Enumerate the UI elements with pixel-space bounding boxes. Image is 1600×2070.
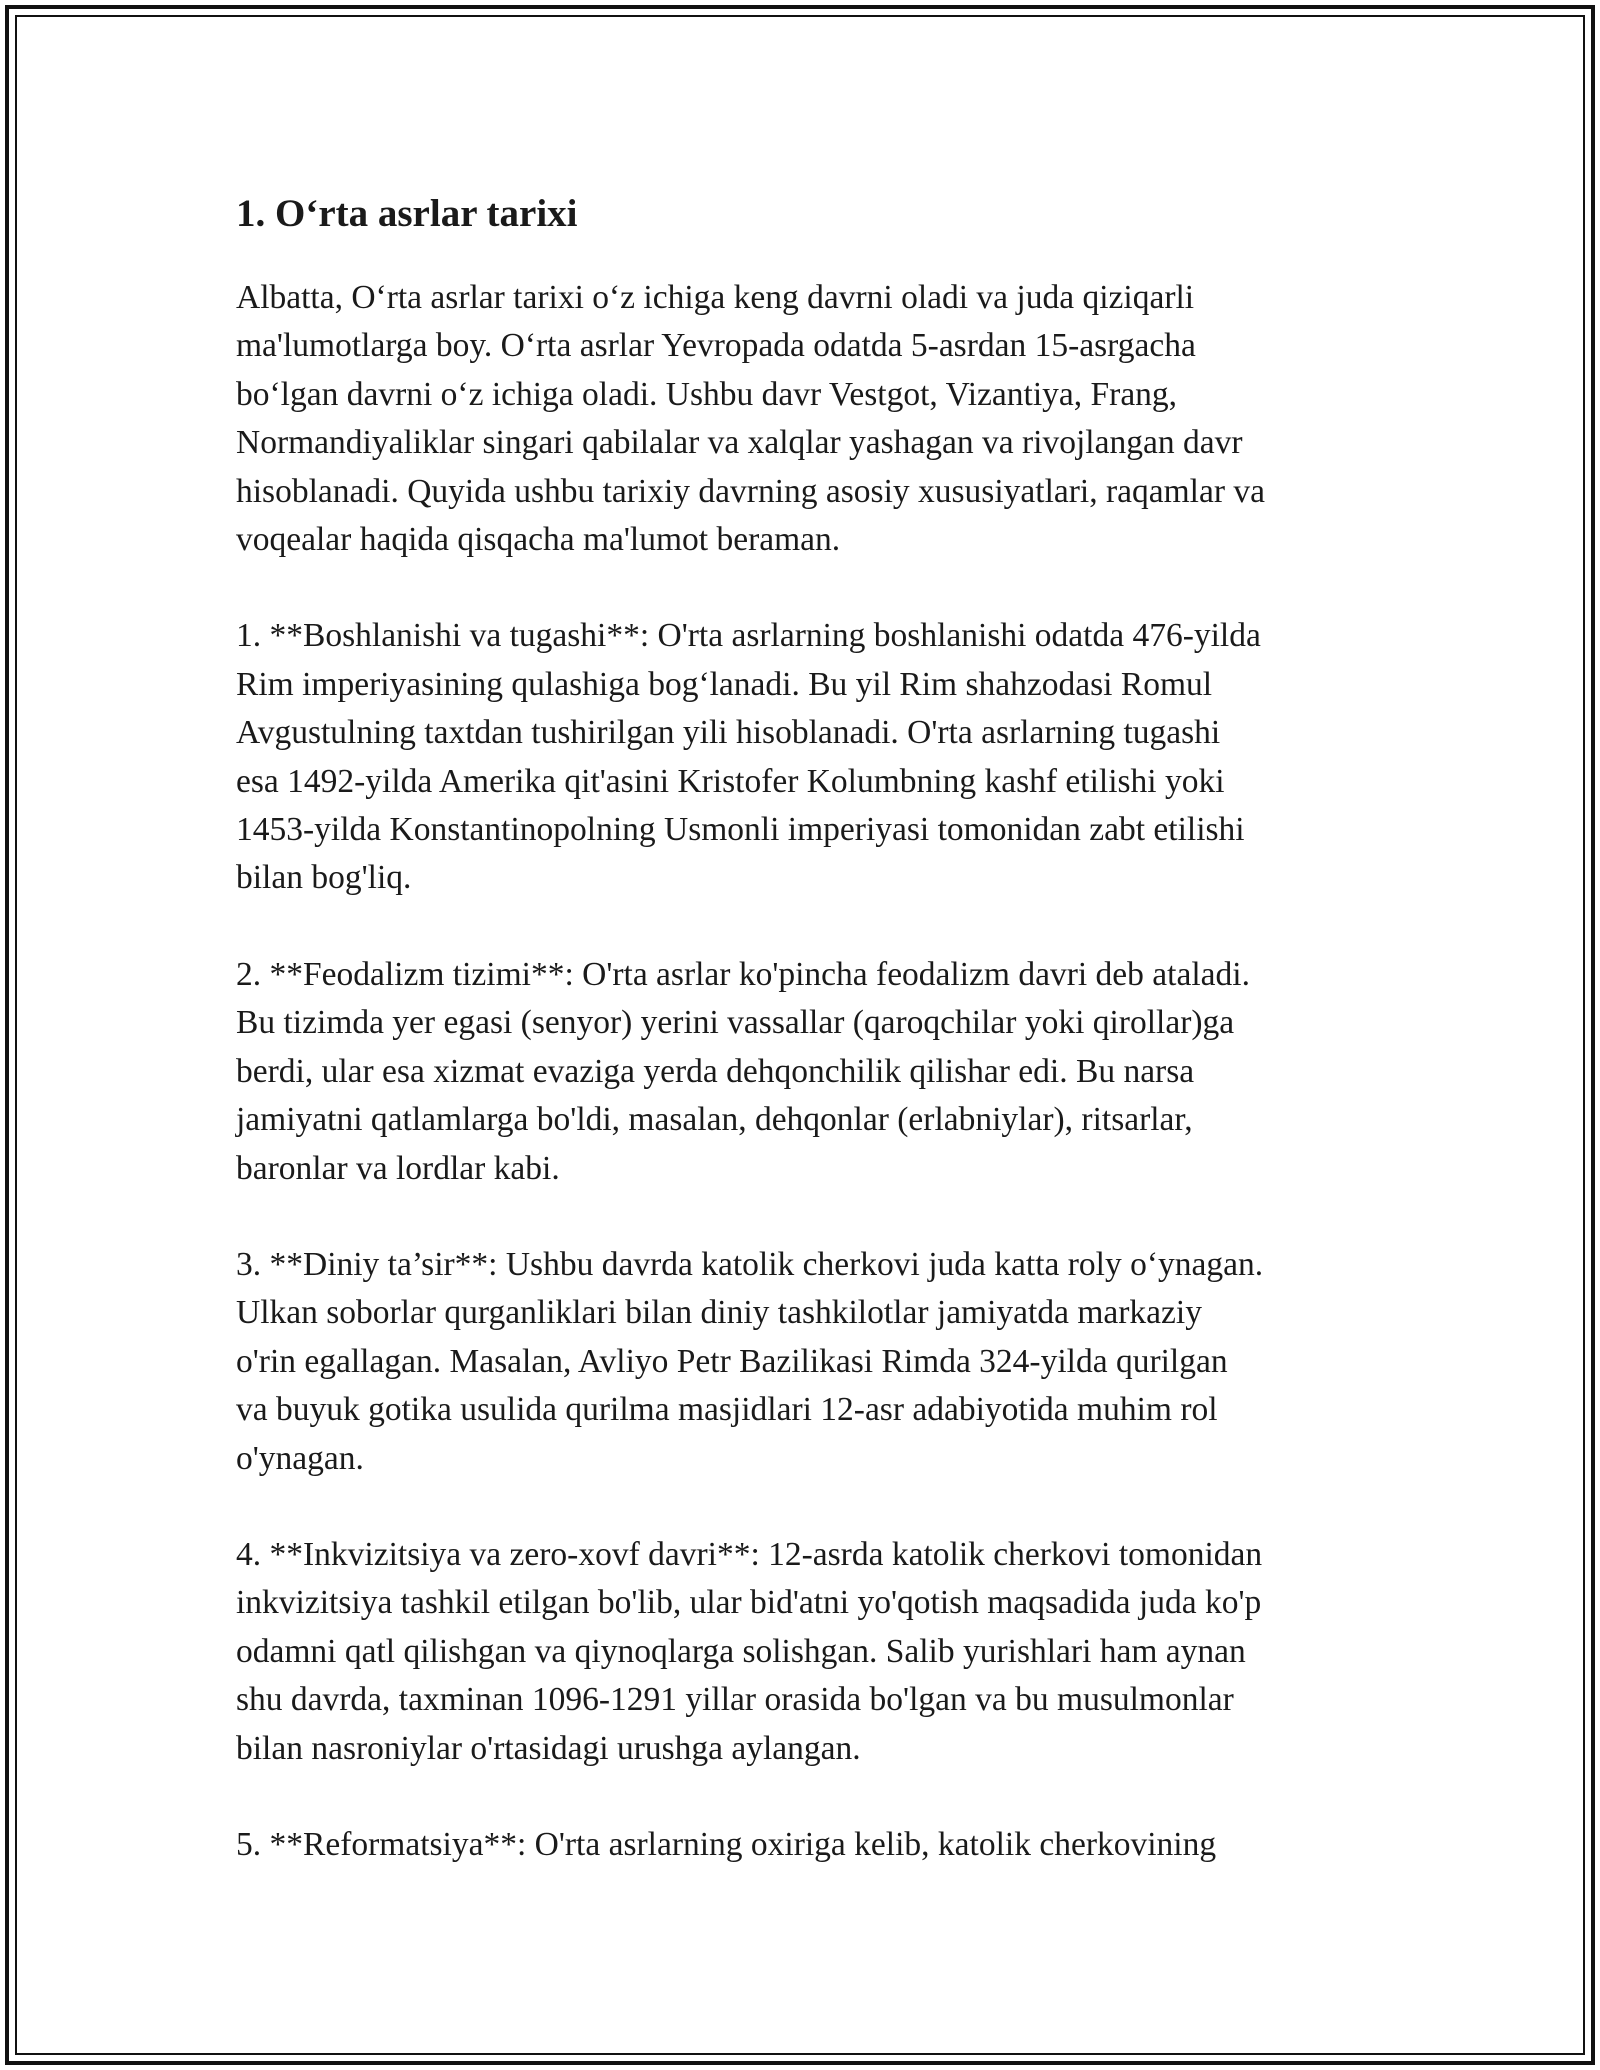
paragraph-feodalizm: 2. **Feodalizm tizimi**: O'rta asrlar ko'pincha feodalizm davri deb ataladi. Bu tizimda yer egasi (senyor) yerini vassallar (qaroqchilar yoki qirollar)ga berdi, ular esa xizmat evaziga yerda dehqonchilik qilishar edi. Bu narsa jamiyatni qatlamlarga bo'ldi, masalan, dehqonlar (erlabniylar), ritsarlar, baronlar va lordlar kabi. <box>236 955 1250 1187</box>
intro-paragraph: Albatta, O‘rta asrlar tarixi o‘z ichiga keng davrni oladi va juda qiziqarli ma'lumotlarga boy. O‘rta asrlar Yevropada odatda 5-asrdan 15-asrgacha bo‘lgan davrni o‘z ichiga oladi. Ushbu davr Vestgot, Vizantiya, Frang, Normandiyaliklar singari qabilalar va xalqlar yashagan va rivojlangan davr hisoblanadi. Quyida ushbu tarixiy davrning asosiy xususiyatlari, raqamlar va voqealar haqida qisqacha ma'lumot beraman. <box>236 279 1265 559</box>
paragraph-diniy-tasir: 3. **Diniy ta’sir**: Ushbu davrda katolik cherkovi juda katta roly o‘ynagan. Ulkan soborlar qurganliklari bilan diniy tashkilotlar jamiyatda markaziy o'rin egallagan. Masalan, Avliyo Petr Bazilikasi Rimda 324-yilda qurilgan va buyuk gotika usulida qurilma masjidlari 12-asr adabiyotida muhim rol o'ynagan. <box>236 1245 1264 1477</box>
paragraph-boshlanishi: 1. **Boshlanishi va tugashi**: O'rta asrlarning boshlanishi odatda 476-yilda Rim imperiyasining qulashiga bog‘lanadi. Bu yil Rim shahzodasi Romul Avgustulning taxtdan tushirilgan yili hisoblanadi. O'rta asrlarning tugashi esa 1492-yilda Amerika qit'asini Kristofer Kolumbning kashf etilishi yoki 1453-yilda Konstantinopolning Usmonli imperiyasi tomonidan zabt etilishi bilan bog'liq. <box>236 617 1261 897</box>
paragraph-inkvizitsiya: 4. **Inkvizitsiya va zero-xovf davri**: 12-asrda katolik cherkovi tomonidan inkvizitsiya tashkil etilgan bo'lib, ular bid'atni yo'qotish maqsadida juda ko'p odamni qatl qilishgan va qiynoqlarga solishgan. Salib yurishlari ham aynan shu davrda, taxminan 1096-1291 yillar orasida bo'lgan va bu musulmonlar bilan nasroniylar o'rtasidagi urushga aylangan. <box>236 1535 1263 1767</box>
document-body <box>236 188 1376 1917</box>
document-title: 1. O‘rta asrlar tarixi <box>236 192 578 235</box>
paragraph-reformatsiya: 5. **Reformatsiya**: O'rta asrlarning oxiriga kelib, katolik cherkovining <box>236 1825 1217 1863</box>
